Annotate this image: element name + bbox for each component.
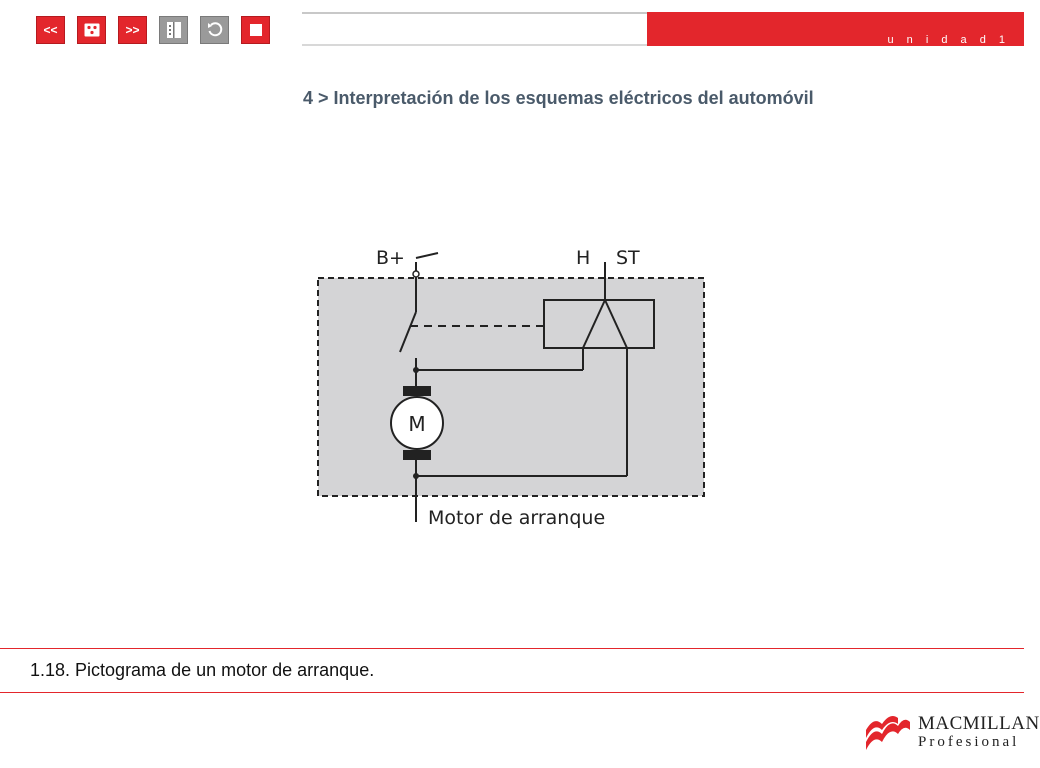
relay-box (544, 300, 654, 348)
header-line-top (302, 12, 647, 14)
starter-motor-diagram (300, 240, 720, 545)
back-icon (206, 21, 224, 39)
logo-text (918, 714, 1040, 750)
motor-caption-label: Motor de arranque (428, 507, 606, 529)
prev-button[interactable]: << (36, 16, 65, 44)
macmillan-logo-icon (864, 712, 912, 752)
index-button[interactable] (159, 16, 188, 44)
diagram-svg (300, 240, 720, 540)
menu-button[interactable] (77, 16, 106, 44)
next-button[interactable]: >> (118, 16, 147, 44)
back-button[interactable] (200, 16, 229, 44)
st-label: ST (616, 247, 640, 269)
unit-banner (647, 12, 1024, 46)
menu-icon (84, 23, 100, 37)
stop-icon (250, 24, 262, 36)
caption-divider-bottom (0, 692, 1024, 693)
page-title: 4 > Interpretación de los esquemas eléctricos del automóvil (303, 88, 814, 108)
unit-label: u n i d a d 1 (887, 34, 1010, 46)
figure-caption: 1.18. Pictograma de un motor de arranque. (30, 660, 375, 680)
logo-main: MACMILLAN (918, 713, 1040, 734)
index-icon (166, 21, 182, 39)
h-label: H (576, 247, 591, 269)
macmillan-logo (864, 712, 1040, 752)
nav-bar (36, 16, 270, 44)
caption-divider-top (0, 648, 1024, 649)
header-line-bottom (302, 44, 647, 46)
bplus-label: B+ (376, 247, 405, 269)
stop-button[interactable] (241, 16, 270, 44)
motor-label: M (408, 412, 426, 436)
logo-sub: Profesional (918, 734, 1020, 750)
